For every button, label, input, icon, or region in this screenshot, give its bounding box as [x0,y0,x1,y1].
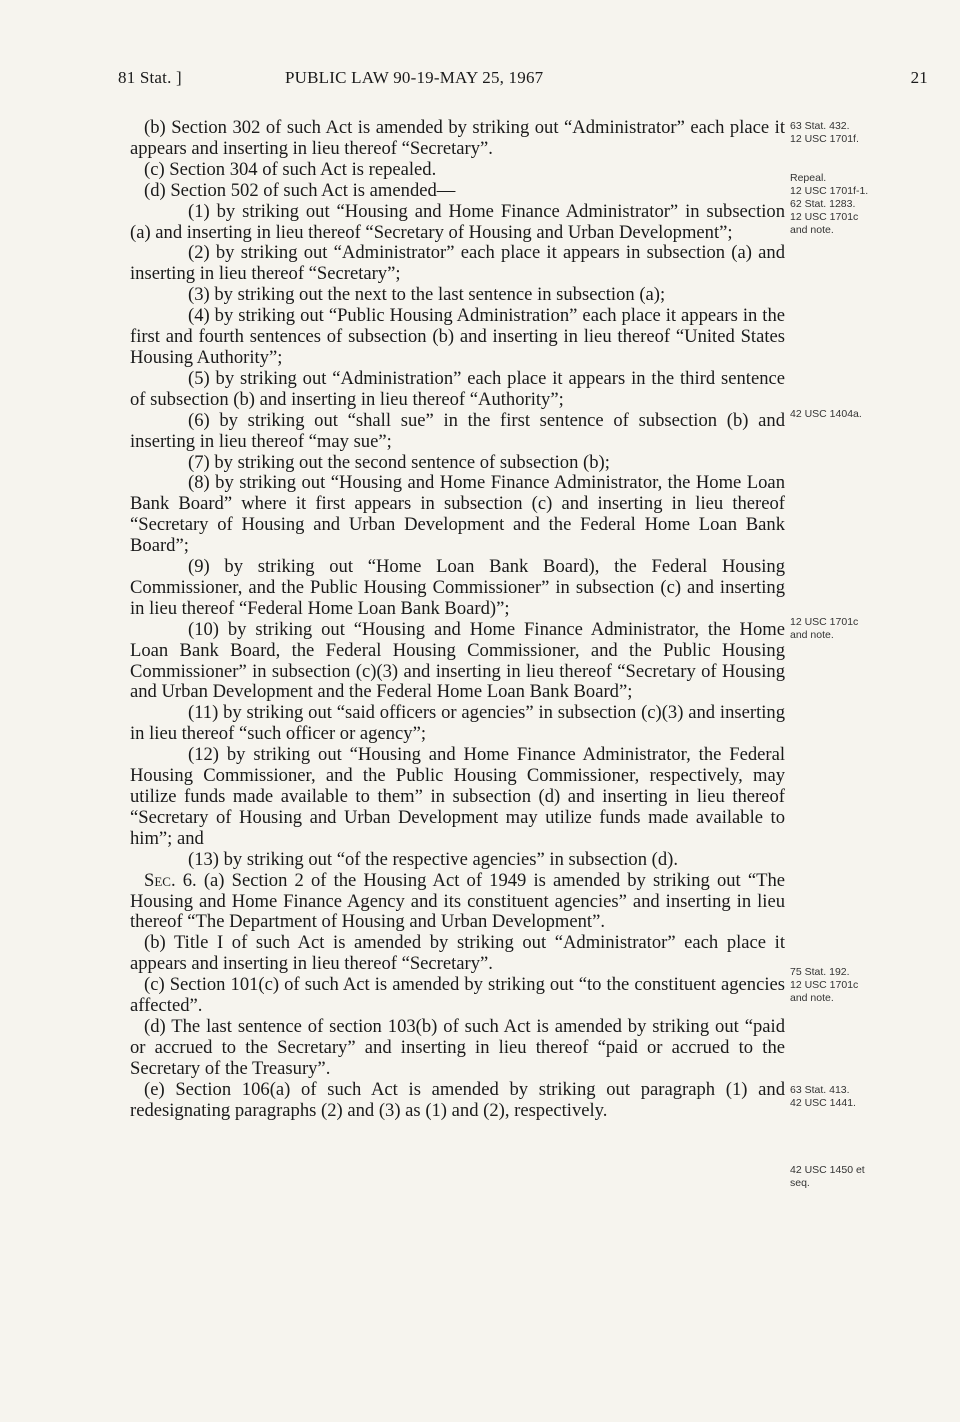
paragraph [130,118,785,160]
paragraph-text: (5) by striking out “Administration” each place it appears in the third sentence of subsection (b) and inserting in lieu thereof “Authority”; [130,367,785,410]
margin-note-line: and note. [790,992,834,1004]
paragraph [130,975,785,1017]
margin-note-line: 12 USC 1701c [790,211,859,223]
paragraph-text: (c) Section 101(c) of such Act is amended by striking out “to the constituent agencies affected”. [130,974,785,1017]
margin-note-line: seq. [790,1177,810,1189]
paragraph [130,850,785,871]
paragraph [130,933,785,975]
paragraph [130,181,785,202]
paragraph [130,285,785,306]
header-statute: 81 Stat. ] [118,68,182,87]
body-text [130,118,785,1122]
paragraph [130,369,785,411]
paragraph [130,1017,785,1080]
paragraph-text: (1) by striking out “Housing and Home Finance Administrator” in subsection (a) and inserting in lieu thereof “Secretary of Housing and Urban Development”; [130,200,785,243]
margin-note [790,1164,950,1190]
margin-note [790,1084,950,1110]
page-header [118,68,928,96]
paragraph [130,871,785,934]
margin-note [790,408,950,421]
margin-note [790,966,950,1005]
paragraph-text: (d) Section 502 of such Act is amended— [144,179,456,201]
paragraph [130,703,785,745]
paragraph [130,306,785,369]
margin-note-line: 75 Stat. 192. [790,966,850,978]
paragraph-text: (8) by striking out “Housing and Home Finance Administrator, the Home Loan Bank Board” where it first appears in subsection (c) and inserting in lieu thereof “Secretary of Housing and Urban Development and the Federal Home Loan Bank Board”; [130,472,785,557]
paragraph-text: (e) Section 106(a) of such Act is amended by striking out paragraph (1) and redesignating paragraphs (2) and (3) as (1) and (2), respectively. [130,1078,785,1121]
margin-note-line: 42 USC 1450 et [790,1164,865,1176]
paragraph-text: (6) by striking out “shall sue” in the first sentence of subsection (b) and inserting in lieu thereof “may sue”; [130,409,785,452]
margin-note-line: 12 USC 1701c [790,979,859,991]
paragraph [130,557,785,620]
margin-note-line: 12 USC 1701f-1. [790,185,869,197]
paragraph [130,473,785,557]
page-number: 21 [910,68,928,87]
paragraph-text: (10) by striking out “Housing and Home Finance Administrator, the Home Loan Bank Board, the Federal Housing Commissioner, and the Public Housing Commissioner” in subsection (c)(3) and inserting in lieu thereof “Secretary of Housing and Urban Development and the Federal Home Loan Bank Board”; [130,618,785,703]
margin-note-line: and note. [790,224,834,236]
header-title: PUBLIC LAW 90-19-MAY 25, 1967 [285,68,544,87]
margin-note-line: 12 USC 1701c [790,616,859,628]
margin-note [790,172,950,237]
paragraph [130,243,785,285]
paragraph-text: (12) by striking out “Housing and Home Finance Administrator, the Federal Housing Commissioner, and the Public Housing Commissioner, respectively, may utilize funds made available to them” in subsection (d) and inserting in lieu thereof “Secretary of Housing and Urban Development may utilize funds made available to him”; and [130,744,785,849]
paragraph-text: (11) by striking out “said officers or agencies” in subsection (c)(3) and inserting in lieu thereof “such officer or agency”; [130,702,785,745]
paragraph [130,1080,785,1122]
paragraph [130,745,785,850]
paragraph [130,411,785,453]
margin-note-line: 42 USC 1441. [790,1097,856,1109]
margin-note-line: 63 Stat. 432. [790,120,850,132]
section-label: Sec. [144,869,176,891]
paragraph [130,160,785,181]
margin-note-line: and note. [790,629,834,641]
margin-note-line: 12 USC 1701f. [790,133,859,145]
paragraph-text: (b) Title I of such Act is amended by striking out “Administrator” each place it appears and inserting in lieu thereof “Secretary”. [130,932,785,975]
paragraph-text: (c) Section 304 of such Act is repealed. [144,158,437,180]
paragraph [130,620,785,704]
paragraph-text: (13) by striking out “of the respective agencies” in subsection (d). [188,848,679,870]
margin-note [790,616,950,642]
paragraph-text: (d) The last sentence of section 103(b) of such Act is amended by striking out “paid or accrued to the Secretary” and inserting in lieu thereof “paid or accrued to the Secretary of the Treasury”. [130,1015,785,1079]
paragraph [130,453,785,474]
paragraph-text: (4) by striking out “Public Housing Administration” each place it appears in the first and fourth sentences of subsection (b) and inserting in lieu thereof “United States Housing Authority”; [130,305,785,368]
paragraph-text: (7) by striking out the second sentence of subsection (b); [188,451,610,473]
margin-note-line: 42 USC 1404a. [790,408,862,420]
margin-note-line: 63 Stat. 413. [790,1084,850,1096]
paragraph-text: (9) by striking out “Home Loan Bank Board), the Federal Housing Commissioner, and the Public Housing Commissioner” in subsection (c) and inserting in lieu thereof “Federal Home Loan Bank Board)”; [130,556,785,619]
margin-note-line: 62 Stat. 1283. [790,198,856,210]
paragraph [130,202,785,244]
paragraph-text: (b) Section 302 of such Act is amended by striking out “Administrator” each place it appears and inserting in lieu thereof “Secretary”. [130,117,785,159]
margin-note-line: Repeal. [790,172,827,184]
paragraph-text: (3) by striking out the next to the last sentence in subsection (a); [188,284,666,306]
paragraph-text: (2) by striking out “Administrator” each place it appears in subsection (a) and inserting in lieu thereof “Secretary”; [130,242,785,285]
paragraph-text: 6. (a) Section 2 of the Housing Act of 1949 is amended by striking out “The Housing and Home Finance Agency and its constituent agencies” and inserting in lieu thereof “The Department of Housing and Urban Development”. [130,869,785,933]
margin-note [790,120,950,146]
